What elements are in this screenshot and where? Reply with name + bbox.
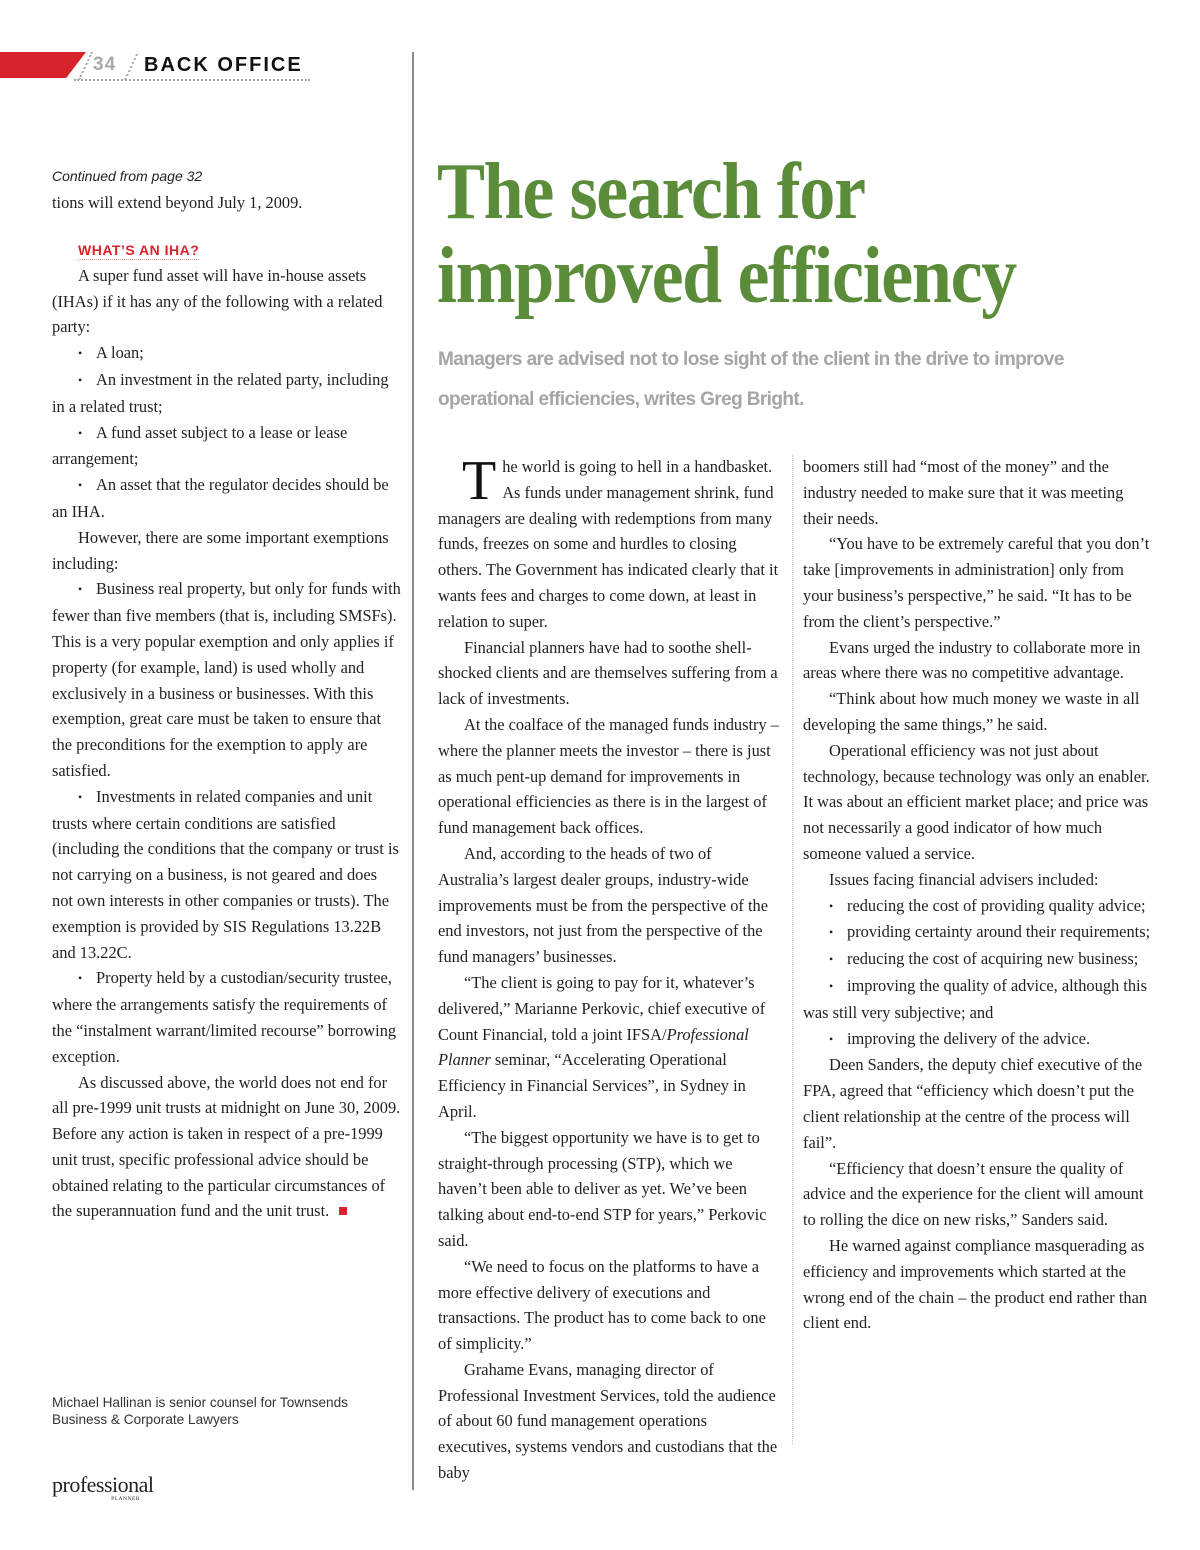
bullet-icon: •	[78, 372, 83, 387]
publication-logo	[52, 1474, 152, 1508]
list-item	[52, 367, 402, 420]
continued-note: Continued from page 32	[52, 168, 203, 184]
article-column-1	[438, 450, 782, 1486]
list-item	[803, 1026, 1151, 1053]
bullet-icon: •	[78, 971, 83, 986]
standfirst-line: Managers are advised not to lose sight of the client in the drive to improve	[438, 349, 1064, 370]
list-item	[52, 472, 402, 525]
paragraph: Financial planners have had to soothe shell-shocked clients and are themselves suffering from a lack of investments.	[438, 637, 778, 709]
paragraph: tions will extend beyond July 1, 2009.	[52, 193, 303, 212]
paragraph-text: seminar, “Accelerating Operational Efficiency in Financial Services”, in Sydney in April.	[438, 1050, 746, 1121]
bullet-icon: •	[78, 346, 83, 361]
page-number: 34	[93, 54, 117, 75]
list-item-text: A loan;	[96, 343, 144, 363]
publication-name: Professional Planner	[438, 1024, 749, 1070]
sidebar-column	[52, 168, 402, 1224]
list-item-text: An investment in the related party, including in a related trust;	[52, 369, 389, 416]
article-column-2	[803, 454, 1151, 1336]
paragraph	[438, 970, 782, 1125]
author-bio: Michael Hallinan is senior counsel for Townsends Business & Corporate Lawyers	[52, 1395, 348, 1427]
paragraph: “Think about how much money we waste in all developing the same things,” he said.	[803, 689, 1140, 734]
list-item-text: Investments in related companies and unit trusts where certain conditions are satisfied (including the conditions that the company or trust is not carrying on a business, is not geared and does not own interests in other companies or trusts). The exemption is provided by SIS Regulations 13.22B and 13.22C.	[52, 786, 399, 962]
paragraph: “We need to focus on the platforms to have a more effective delivery of executions and transactions. The product has to come back to one of simplicity.”	[438, 1256, 766, 1354]
list-item	[803, 893, 1151, 920]
paragraph: Operational efficiency was not just about technology, because technology was only an enabler. It was about an efficient market place; and price was not necessarily a good indicator of how much someone valued a service.	[803, 740, 1150, 863]
standfirst	[438, 340, 1158, 420]
list-item	[803, 919, 1151, 946]
header-dotted-rule	[74, 79, 310, 81]
paragraph: Issues facing financial advisers included:	[829, 869, 1099, 889]
paragraph-text: “The client is going to pay for it, whatever’s delivered,” Marianne Perkovic, chief executive of Count Financial, told a joint IFSA/	[438, 972, 766, 1044]
list-item-text: An asset that the regulator decides should be an IHA.	[52, 475, 389, 521]
paragraph: A super fund asset will have in-house assets (IHAs) if it has any of the following with a related party:	[52, 265, 383, 337]
paragraph: At the coalface of the managed funds industry – where the planner meets the investor – there is just as much pent-up demand for improvements in operational efficiencies as there is in the largest of fund management back offices.	[438, 714, 779, 838]
paragraph: “Efficiency that doesn’t ensure the quality of advice and the experience for the client will amount to rolling the dice on new risks,” Sanders said.	[803, 1158, 1144, 1230]
paragraph	[52, 1070, 402, 1225]
paragraph: boomers still had “most of the money” and the industry needed to make sure that it was meeting their needs.	[803, 457, 1124, 528]
end-of-article-icon	[339, 1207, 347, 1215]
paragraph-text: he world is going to hell in a handbasket. As funds under management shrink, fund managers are dealing with redemptions from many funds, freezes on some and hurdles to closing others. The Government has indicated clearly that it wants fees and charges to come down, at least in relation to super.	[438, 457, 779, 631]
bullet-icon: •	[829, 898, 834, 913]
list-item-text: Business real property, but only for funds with fewer than five members (that is, including SMSFs). This is a very popular exemption and only applies if property (for example, land) is used wholly and exclusively in a business or businesses. With this exemption, great care must be taken to ensure that the preconditions for the exemption to apply are satisfied.	[52, 579, 401, 780]
paragraph: Grahame Evans, managing director of Professional Investment Services, told the audience of about 60 fund management operations executives, systems vendors and custodians that the baby	[438, 1359, 778, 1483]
paragraph	[438, 450, 782, 635]
subheading: WHAT’S AN IHA?	[78, 241, 200, 258]
list-item	[52, 340, 402, 367]
paragraph: Evans urged the industry to collaborate more in areas where there was no competitive advantage.	[803, 637, 1141, 683]
list-item	[52, 784, 402, 966]
bullet-icon: •	[829, 978, 834, 993]
standfirst-line: operational efficiencies, writes Greg Bright.	[438, 389, 804, 410]
paragraph: He warned against compliance masquerading as efficiency and improvements which started at the wrong end of the chain – the product end rather than client end.	[803, 1235, 1148, 1333]
list-item-text: reducing the cost of providing quality advice;	[847, 895, 1146, 915]
list-item-text: reducing the cost of acquiring new business;	[847, 949, 1139, 969]
bullet-icon: •	[78, 478, 83, 493]
paragraph: However, there are some important exemptions including:	[52, 527, 389, 573]
header-accent-bar	[0, 52, 86, 78]
article-title	[437, 150, 1103, 318]
bullet-icon: •	[829, 952, 834, 967]
list-item-text: Property held by a custodian/security trustee, where the arrangements satisfy the requirements of the “instalment warrant/limited recourse” borrowing exception.	[52, 968, 397, 1066]
bullet-icon: •	[829, 925, 834, 940]
bullet-icon: •	[78, 582, 83, 597]
list-item	[803, 973, 1151, 1026]
title-line: improved efficiency	[437, 232, 1016, 320]
bullet-icon: •	[78, 425, 83, 440]
list-item	[52, 420, 402, 473]
logo-wordmark: professional	[52, 1472, 154, 1497]
list-item-text: providing certainty around their requirements;	[847, 922, 1151, 942]
section-label: BACK OFFICE	[144, 54, 303, 76]
drop-cap: T	[462, 450, 497, 512]
list-item	[52, 576, 402, 783]
paragraph: “You have to be extremely careful that you don’t take [improvements in administration] only from your business’s perspective,” he said. “It has to be from the client’s perspective.”	[803, 534, 1150, 631]
list-item	[52, 965, 402, 1069]
bullet-icon: •	[78, 789, 83, 804]
paragraph: And, according to the heads of two of Australia’s largest dealer groups, industry-wide improvements must be from the perspective of the end investors, not just from the perspective of the fund managers’ businesses.	[438, 843, 768, 967]
list-item-text: A fund asset subject to a lease or lease arrangement;	[52, 422, 348, 469]
paragraph: “The biggest opportunity we have is to get to straight-through processing (STP), which we haven’t been able to deliver as yet. We’ve been talking about end-to-end STP for years,” Perkovic said.	[438, 1127, 767, 1250]
title-line: The search for	[437, 148, 865, 236]
list-item-text: improving the delivery of the advice.	[847, 1028, 1091, 1048]
column-divider	[792, 455, 793, 1445]
paragraph: Deen Sanders, the deputy chief executive of the FPA, agreed that “efficiency which doesn’t put the client relationship at the centre of the process will fail”.	[803, 1055, 1143, 1152]
list-item	[803, 946, 1151, 973]
logo-subtitle: PLANNER	[111, 1496, 140, 1502]
column-rule	[412, 52, 414, 1490]
bullet-icon: •	[829, 1031, 834, 1046]
list-item-text: improving the quality of advice, although this was still very subjective; and	[803, 975, 1147, 1022]
paragraph-text: As discussed above, the world does not end for all pre-1999 unit trusts at midnight on June 30, 2009. Before any action is taken in respect of a pre-1999 unit trust, specific professional advice should be obtained relating to the particular circumstances of the superannuation fund and the unit trust.	[52, 1072, 401, 1221]
